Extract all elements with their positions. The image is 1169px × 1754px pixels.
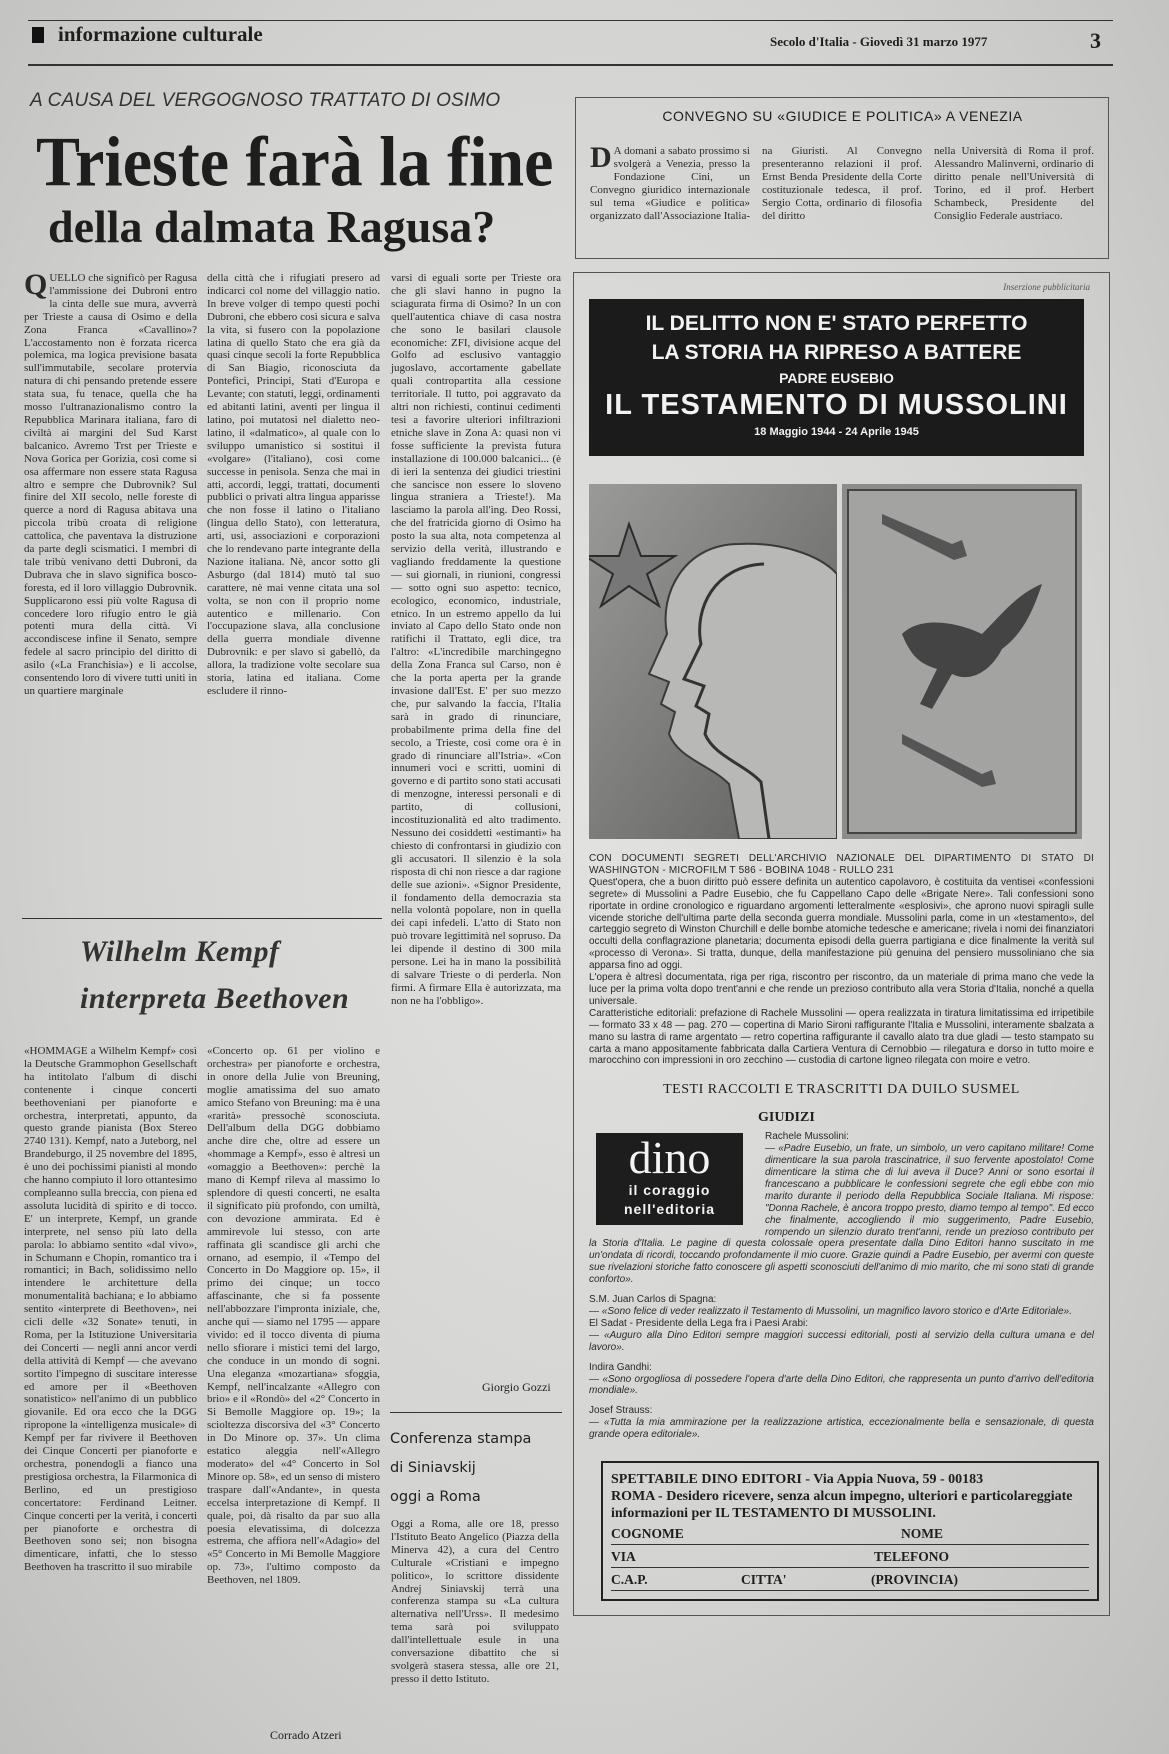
kempf-column-1: «HOMMAGE a Wilhelm Kempf» così la Deutsche Grammophon Gesellschaft ha intitolato l'album di dischi contenente i cinque concerti beethoveniani per pianoforte e orchestra, interpretati, appunto, da questo grande pianista (Box Stereo 2740 131). Kempf, nato a Juteborg, nel Brandeburgo, il 25 novembre del 1895, è uno dei pochissimi pianisti al mondo che hanno compiuto il loro ottantesimo compleanno sulla breccia, con piena ed assoluta lucidità di spirito e di tocco. E' un interprete, Kempf, un grande interprete, nel senso più lato della parola: lo abbiamo sentito «dal vivo», in Schumann e Chopin, romantico tra i romantici; in Bach, solidissimo nello intendere le architetture della monumentalità bachiana; e lo abbiamo sentito «interprete di Beethoven», nei cicli delle «32 Sonate» tenuti, in Roma, per la Istituzione Universitaria dei Concerti — negli anni ancor verdi della attività di Kempf — che avevano sortito l'impegno di suscitare interesse ed amore per il «Beethoven sonatistico» nell'animo di un pubblico giovanile. Ed ora ecco che la DGG ripropone la «intelligenza musicale» di Kempf per far rivivere il Beethoven dei Cinque Concerti per pianoforte e orchestra, ponendogli a fianco una prestigiosa orchestra, la Filarmonica di Berlino, ed un prestigioso concertatore: Ferdinand Leitner. Cinque concerti per la verità, i concerti per pianoforte e orchestra di Beethoven sono sei; non bisogna dimenticare, infatti, che lo stesso Beethoven ha trascritto il suo mirabile: [24, 1045, 198, 1574]
coupon-request: ROMA - Desidero ricevere, senza alcun impegno, ulteriori e particolareggiate informazioni per IL TESTAMENTO DI MUSSOLINI.: [611, 1489, 1073, 1522]
trieste-signature: Giorgio Gozzi: [482, 1380, 551, 1394]
judgement-author: Josef Strauss:: [589, 1405, 653, 1417]
coupon-city-row[interactable]: [611, 1568, 1089, 1591]
newspaper-date: Secolo d'Italia - Giovedì 31 marzo 1977: [770, 34, 988, 49]
dino-editori-logo: [596, 1133, 743, 1225]
conferenza-headline: [390, 1425, 565, 1512]
section-name: informazione culturale: [58, 22, 263, 46]
logo-tagline: nell'editoria: [623, 1201, 715, 1218]
judgement-author: El Sadat - Presidente della Lega fra i Paesi Arabi:: [589, 1317, 809, 1329]
trieste-column-1: [24, 268, 197, 698]
ad-description: [589, 877, 1094, 1068]
cover-relief-image: [589, 484, 837, 839]
judgement-quote: — «Sono felice di veder realizzato il Testamento di Mussolini, un magnifico lavoro storico e d'Arte Editoriale».: [589, 1306, 1072, 1317]
name-field-label: NOME: [901, 1526, 943, 1542]
surname-field-label: COGNOME: [611, 1526, 684, 1542]
ad-paragraph: Caratteristiche editoriali: prefazione di Rachele Mussolini — opera realizzata in tiratura limitatissima ed irripetibile — formato 33 x 48 — pag. 270 — copertina di Mario Sironi raffigurante l'Italia e Mussolini, interamente sbalzata a mano su lastra di rame argentato — retro copertina raffigurante il cavallo alato tra due gladi — testo stampato su carta a mano appositamente fabbricata dalla Cartiera Ventura di Cernobbio — rilegatura e dorso in tutto moire e marocchino con impressioni in oro zecchino — custodia di cartone ligneo rilegata con moire e vetro.: [589, 1007, 1094, 1067]
ad-paragraph: Quest'opera, che a buon diritto può essere definita un autentico capolavoro, è costituita da ventisei «confessioni segrete» di Mussolini a Padre Eusebio, che fu Cappellano Capo delle «Brigate Nere». Tali confessioni sono riportate in ordine cronologico e riguardano argomenti letteralmente «esplosivi», che aprono nuovi spiragli sulle vicende storiche dell'ultima parte della seconda guerra mondiale. Mussolini parla, come in un «testamento», del carteggio segreto di Winston Churchill e delle bombe atomiche tedesche e americane; rivela i nomi dei finanziatori occulti della conflagrazione planetaria; documenta episodi della guerra partigiana e dice finalmente la verità sul «processo di Verona». Si tratta, dunque, della manifestazione più genuina del pensiero mussoliniano che sia apparsa fino ad oggi.: [589, 876, 1094, 972]
judgement-quote: — «Sono orgogliosa di possedere l'opera d'arte della Dino Editori, che rappresenta un punto d'arrivo dell'editoria mondiale».: [589, 1373, 1094, 1397]
judgement-author: S.M. Juan Carlos di Spagna:: [589, 1294, 717, 1306]
article-subheadline: della dalmata Ragusa?: [48, 201, 496, 252]
kempf-headline-1: Wilhelm Kempf: [80, 935, 280, 968]
column-text: UELLO che significò per Ragusa l'ammissione dei Dubroni entro la cinta delle sue mura, avverrà per Trieste a causa di Osimo e della Zona Franca «Cavallino»? L'accostamento non è forzata ricerca polemica, ma logica previsione basata sull'immutabile, secolare protervia natura di chi pensando pretende essere stata sua, fu tenace, quella che ha mosso l'ultranazionalismo contro la Repubblica Marinara italiana, faro di civiltà ai margini del Sud Karst balcanico. Avremo Trst per Trieste e Nova Gorica per Gorizia, così come si osa affermare non essere stata Ragusa altro e sempre che Dubrovnik? Sul finire del XII secolo, nelle foreste di querce a nord di Ragusa abitava una piccola tribù croata di religione cattolica, che paventava la distruzione da parte degli scismatici. I membri di tale tribù venivano detti Dubroni, da Dubrava che in slavo significa bosco-foresta, ed il loro villaggio Dubrovnik. Supplicarono essi più volte Ragusa di concedere loro rifugio entro le già potenti mura della città. Vi accondiscese infine il Senato, sempre fedele al sacro principio del diritto di asilo («La Franchisia») e li accolse, consentendo loro di vivere tutti uniti in un quartiere marginale: [24, 272, 197, 697]
dropcap: Q: [24, 268, 48, 301]
section-label: [32, 22, 263, 47]
convegno-column-2: na Giuristi. Al Convegno presenteranno relazioni il prof. Ernst Benda Presidente della Corte costituzionale tedesca, il prof. Sergio Cotta, ordinario di filosofia del diritto: [762, 145, 922, 222]
judgements-list: [589, 1294, 1094, 1441]
conferenza-body: Oggi a Roma, alle ore 18, presso l'Istituto Beato Angelico (Piazza della Minerva 42), a cura del Centro Culturale «Cristiani e impegno politico», lo scrittore dissidente Andrej Siniavskij terrà una conferenza stampa su «La cultura alternativa nell'Urss». Il medesimo tema sarà poi sviluppato dall'intellettuale esule in una conversazione dibattito che si svolgerà stasera stessa, alle ore 21, presso il detto Istituto.: [391, 1518, 559, 1685]
convegno-title: CONVEGNO SU «GIUDICE E POLITICA» A VENEZIA: [662, 108, 1023, 124]
header-bottom-rule: [28, 64, 1113, 66]
article-kicker: A CAUSA DEL VERGOGNOSO TRATTATO DI OSIMO: [30, 90, 501, 111]
convegno-column-3: nella Università di Roma il prof. Alessandro Malinverni, ordinario di diritto penale nell'Università di Torino, ed il prof. Herbert Schambeck, Presidente del Consiglio Federale austriaco.: [934, 145, 1094, 222]
judgement-author: Indira Gandhi:: [589, 1361, 652, 1373]
kempf-signature: Corrado Atzeri: [270, 1728, 342, 1742]
ad-credits: TESTI RACCOLTI E TRASCRITTI DA DUILO SUSMEL: [663, 1082, 1020, 1098]
judgement-quote: — «Auguro alla Dino Editori sempre maggiori successi editoriali, posti al servizio della cultura umana e del lavoro».: [589, 1329, 1094, 1353]
judgements-heading: GIUDIZI: [758, 1110, 815, 1126]
trieste-column-3: varsi di eguali sorte per Trieste ora che gli slavi hanno in pugno la sciagurata firma di Osimo? In un con quell'autentica chiave di casa nostra che sono le basilari clausole economiche: ZFI, divisione acque del Golfo ad esclusivo vantaggio jugoslavo, accortamente gabellate quali contropartita alla cessione territoriale. Il tutto, poi aggravato da altri non richiesti, continui cedimenti tesi a favorire ulteriori infiltrazioni etniche slave in Zona A: quasi non vi fosse sufficiente la prevista futura installazione di 100.000 balcanici... (è di ieri la sentenza dei giudici triestini che sancisce non essere lo sloveno lingua straniera a Trieste!). Ma lasciamo la parola all'ing. Deo Rossi, che del fratricida giorno di Osimo ha posto la sua alta, nota competenza al servizio della verità, illustrando e vagliando freddamente la questione — sui giornali, in riunioni, congressi — sotto ogni suo aspetto: tecnico, ecologico, economico, industriale, etnico. In un estremo appello da lui inviato al Capo dello Stato onde non ratifichi il Trattato, egli dice, tra l'altro: «L'incredibile marchingegno della Zona Franca sul Carso, non è che la porta aperta per la grande invasione dall'Est. E' per suo mezzo che, pur salvando la faccia, l'Italia sarà in grado di rinunciare, probabilmente prima della fine del secolo, a Trieste, così come ora è in grado di rinunciare all'Istria». «Con innumeri voci e scritti, uomini di governo e di partito sono stati accusati di menzogne, interessi personali e di partito, di collusioni, incostituzionalità ed alto tradimento. Nessuno dei cosiddetti «estimanti» ha chiesto di confrontarsi in giudizio con gli accusatori. Il silenzio è la sola risposta di chi non riesce a dar ragione delle sue azioni». «Signor Presidente, il fondamento della democrazia sta nella volontà popolare, non in quella dei capi infedeli. L'atto di Stato non può trovare legittimità nel sopruso. Da lei dipende il destino di 300 mila persone. Lei ha in mano la possibilità di salvare Trieste o di perderla. Non firmi. A firmare Ella è autorizzata, ma non ne ha l'obbligo».: [391, 272, 561, 1007]
banner-line: LA STORIA HA RIPRESO A BATTERE: [651, 341, 1022, 364]
conferenza-divider: [390, 1412, 562, 1413]
order-coupon[interactable]: [601, 1461, 1099, 1601]
logo-name: dino: [628, 1132, 711, 1184]
judgement-quote: — «Tutta la mia ammirazione per la realizzazione artistica, eccezionalmente bella e sensazionale, di questa grande opera editoriale».: [589, 1417, 1094, 1441]
section-divider: [22, 918, 382, 919]
judgement-author: Rachele Mussolini:: [765, 1131, 849, 1143]
coupon-address: SPETTABILE DINO EDITORI - Via Appia Nuova, 59 - 00183: [611, 1472, 984, 1488]
banner-dates: 18 Maggio 1944 - 24 Aprile 1945: [754, 426, 919, 438]
conferenza-title-line: oggi a Roma: [390, 1489, 481, 1505]
coupon-address-row[interactable]: [611, 1545, 1089, 1568]
ad-pictures: [589, 484, 1094, 839]
convegno-column-1: [590, 141, 750, 222]
judgement-rachele: [589, 1131, 1094, 1286]
street-field-label: VIA: [611, 1549, 636, 1565]
advertisement-box: [573, 272, 1110, 1616]
postcode-field-label: C.A.P.: [611, 1572, 648, 1588]
province-field-label: (PROVINCIA): [871, 1572, 958, 1588]
article-headline: Trieste farà la fine: [36, 123, 554, 202]
judgement-quote: — «Padre Eusebio, un frate, un simbolo, un vero capitano militare! Come dimenticare la sua parola trascinatrice, il suo fervente apostolato! Come dimenticare la stima che di lui aveva il Duce? Anni or sono esortai il francescano a pubblicare le confessioni segrete che egli ebbe con mio marito durante il periodo della Repubblica Sociale Italiana. Mi rispose: "Donna Rachele, è ancora troppo presto, diamo tempo al tempo". Ed ecco che finalmente, accogliendo il mio suggerimento, Padre Eusebio, rompendo un silenzio durato trent'anni, rende un prezioso contributo per la Storia d'Italia. Le pagine di questa colossale opera presentate dalla Dino Editori hanno suscitato in me un'ondata di ricordi, toccando profondamente il mio cuore. Grazie quindi a Padre Eusebio, per avermi con queste sue rivelazioni storiche fatto conoscere gli aspetti sconosciuti dell'animo di mio marito, che mi sono stati di grande conforto».: [589, 1143, 1094, 1286]
dropcap: D: [590, 141, 612, 174]
banner-book-title: IL TESTAMENTO DI MUSSOLINI: [605, 389, 1068, 421]
conferenza-title-line: Conferenza stampa: [390, 1431, 532, 1447]
city-field-label: CITTA': [741, 1572, 787, 1588]
section-square-icon: [32, 27, 44, 43]
header-top-rule: [28, 20, 1113, 21]
ad-paragraph: L'opera è altresì documentata, riga per riga, riscontro per riscontro, da un materiale di prima mano che vede la luce per la prima volta dopo trent'anni e che rende un prezioso contributo alla vera Storia d'Italia, nonché a quella universale.: [589, 972, 1094, 1007]
logo-tagline: il coraggio: [628, 1182, 711, 1199]
trieste-column-2: della città che i rifugiati presero ad indicarci col nome del villaggio natio. In breve volger di tempo questi pochi Dubroni, che ebbero così sicura e salva la vita, si fusero con la popolazione latina di quello Stato che era già da quasi cinque secoli la forte Repubblica di San Biagio, riconosciuta da Pontefici, Principi, Stati d'Europa e Levante; con statuti, leggi, ordinamenti ed abitanti latini, aventi per lingua il latino, poi mutatosi nel dialetto neo-latino, il «dalmatico», al quale con lo sviluppo umanistico si sostituì il «volgare» (l'italiano), così come successe in penisola. Senza che mai in atti, accordi, leggi, trattati, documenti pubblici o privati altra lingua apparisse che non fosse il latino o l'italiano (lingua dello Stato), con letteratura, arti, usi, associazioni e corporazioni che lo rendevano parte integrante della Nazione italiana. Nè, ancor sotto gli Asburgo (dal 1814) mutò tal suo carattere, nè mai venne citata una sol volta, se non con il proprio nome autentico e millenario. Con l'occupazione slava, alla conclusione della guerra mondiale divenne Dubrovnik: e per slavo si gabellò, da allora, la tradizione volte secolare sua storia, latina ed italiana. Come escludere il rinno-: [207, 272, 380, 697]
phone-field-label: TELEFONO: [874, 1549, 950, 1565]
page-number: 3: [1090, 28, 1101, 53]
banner-author: PADRE EUSEBIO: [779, 370, 894, 386]
column-text: A domani a sabato prossimo si svolgerà a Venezia, presso la Fondazione Cini, un Convegno giuridico internazionale sul tema «Giudice e politica» organizzato dall'Associazione Italia-: [590, 145, 750, 222]
kempf-headline-2: interpreta Beethoven: [80, 982, 350, 1015]
back-cover-winged-horse-image: [842, 484, 1082, 839]
kempf-column-2: «Concerto op. 61 per violino e orchestra» per pianoforte e orchestra, in onore della Julie von Breuning, moglie amatissima del suo amato amico Stefano von Breuning: ma è una «rarità» pressochè sconosciuta. Dell'album della DGG dobbiamo anche dire che, oltre ad essere un «hommage a Kempf», esso è altresì un «omaggio a Beethoven»: perchè la mano di Kempf rileva al massimo lo splendore di questi concerti, ne esalta il significato più profondo, con umiltà, con devozione ammirata. Ed è ammirevole lui stesso, con arte raffinata gli scandisce gli archi che ornano, ad esempio, il «Tempo del Concerto in Do Maggiore op. 15», il primo dei cinque; un tocco affascinante, che si fa possente nell'abbozzare l'impronta iniziale, che, anche qui — siamo nel 1795 — appare vivido: ed il tocco diventa di piuma nello sfiorare i mistici temi del largo, che conduce in un mondo di sogni. Una eleganza «mozartiana» sfoggia, Kempf, nell'incalzante «Allegro con brio» e il «Rondò» del «2° Concerto in Si Bemolle Maggiore op. 19»; la scioltezza discorsiva del «3° Concerto in Do Minore op. 37». Un clima estatico aleggia nell'«Allegro moderato» del «4° Concerto in Sol Minore op. 58», ed un senso di mistero traspare dall'«Andante», in questa eccelsa interpretazione di Kempf. Il quale, poi, dà risalto da par suo alla poesia elevatissima, di dolcezza estrema, che affiora nell'«Adagio» del «5° Concerto in Mi Bemolle Maggiore op. 73», l'ultimo composto da Beethoven, nel 1809.: [207, 1045, 380, 1587]
ad-label: Inserzione pubblicitaria: [1003, 282, 1090, 292]
coupon-name-row[interactable]: [611, 1522, 1089, 1545]
banner-line: IL DELITTO NON E' STATO PERFETTO: [645, 312, 1028, 335]
ad-banner: [589, 299, 1084, 456]
conferenza-title-line: di Siniavskij: [390, 1460, 476, 1476]
ad-document-caption: CON DOCUMENTI SEGRETI DELL'ARCHIVIO NAZIONALE DEL DIPARTIMENTO DI STATO DI WASHINGTON - MICROFILM T 586 - BOBINA 1048 - RULLO 231: [589, 853, 1094, 876]
